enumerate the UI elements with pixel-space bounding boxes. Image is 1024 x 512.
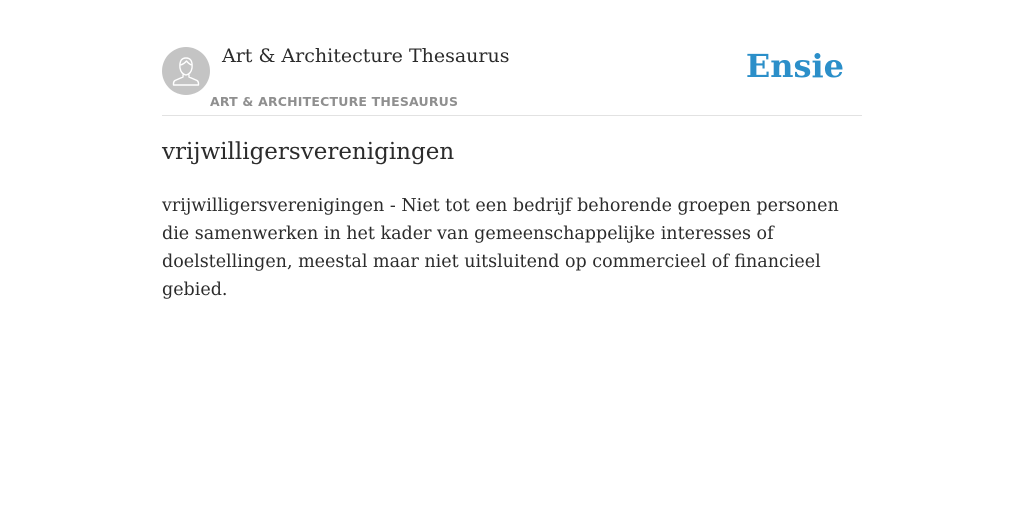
user-silhouette-icon [162, 47, 210, 95]
definition-text: vrijwilligersverenigingen - Niet tot een bedrijf behorende groepen personen die samenwerken in het kader van gemeenschappelijke interesses of doelstellingen, meestal maar niet uitsluitend op commercieel of financieel gebied. [162, 196, 839, 300]
avatar[interactable] [162, 47, 210, 95]
brand-logo[interactable]: Ensie [745, 47, 844, 85]
category-label[interactable]: ART & ARCHITECTURE THESAURUS [210, 94, 459, 109]
author-name[interactable]: Art & Architecture Thesaurus [222, 45, 510, 67]
page-title: vrijwilligersverenigingen [162, 139, 455, 165]
header [162, 0, 862, 116]
